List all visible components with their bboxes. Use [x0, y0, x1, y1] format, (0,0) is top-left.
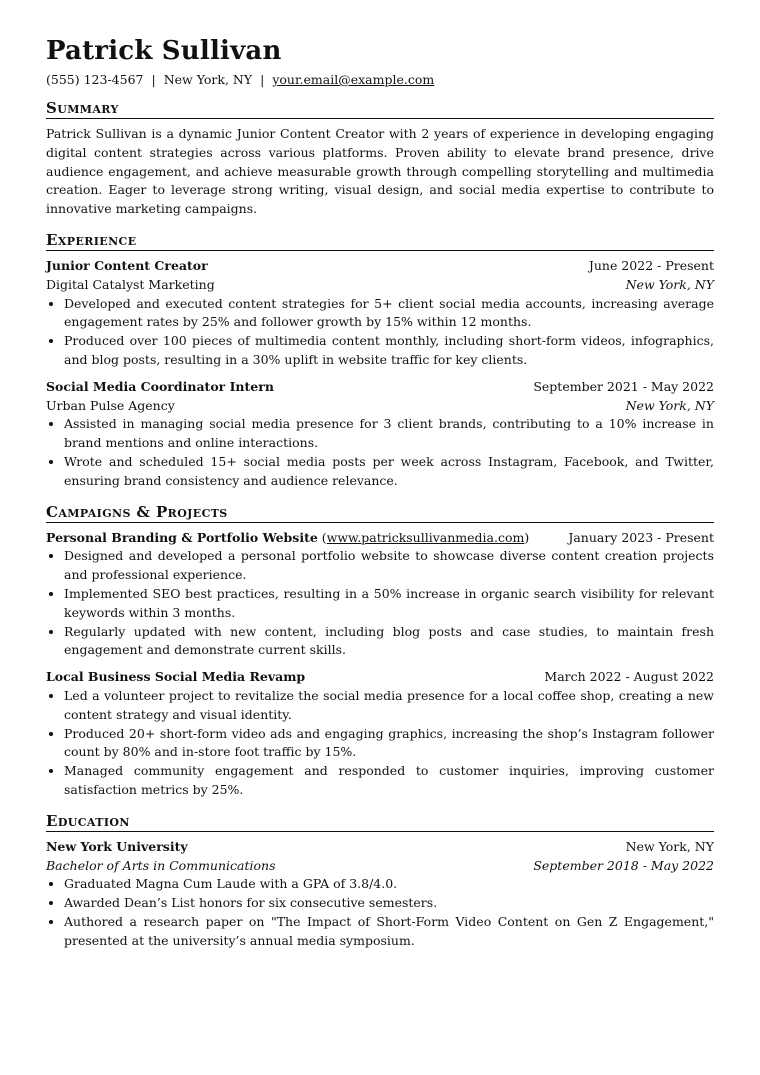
- phone-number: (555) 123-4567: [46, 72, 144, 87]
- bullet-item: • Led a volunteer project to revitalize the social media presence for a local coffee shop, creating a new content strategy and visual identity.: [64, 687, 714, 725]
- summary-text: Patrick Sullivan is a dynamic Junior Content Creator with 2 years of experience in developing engaging digital content strategies across various platforms. Proven ability to elevate brand presence, drive audience engagement, and achieve measurable growth through compelling storytelling and multimedia creation. Eager to leverage strong writing, visual design, and social media expertise to contribute to innovative marketing campaigns.: [46, 126, 714, 217]
- education-entry: [46, 838, 714, 951]
- job-entry: [46, 257, 714, 370]
- bullet-item: • Regularly updated with new content, including blog posts and case studies, to maintain fresh engagement and demonstrate current skills.: [64, 623, 714, 661]
- project-entry: Personal Branding & Portfolio Website (www.patricksullivanmedia.com) January 2023 - Present • Designed and developed a personal portfolio website to showcase diverse content creation projects and professional experience. • Implemented SEO best practices, resulting in a 50% increase in organic search visibility for relevant keywords within 3 months. • Regularly updated with new content, including blog posts and case studies, to maintain fresh engagement and demonstrate current skills.: [46, 529, 714, 661]
- job-company: Digital Catalyst Marketing: [46, 276, 215, 292]
- bullet-item: • Managed community engagement and responded to customer inquiries, improving customer satisfaction metrics by 25%.: [64, 762, 714, 800]
- school-name: New York University: [46, 838, 188, 854]
- job-company: Urban Pulse Agency: [46, 397, 175, 413]
- bullet-item: • Developed and executed content strategies for 5+ client social media accounts, increasing average engagement rates by 25% and follower growth by 15% within 12 months.: [64, 295, 714, 333]
- project-bullets: [46, 547, 714, 660]
- education-dates: September 2018 - May 2022: [533, 857, 714, 873]
- job-dates: June 2022 - Present: [588, 257, 714, 273]
- contact-line: [46, 72, 714, 87]
- job-entry: [46, 378, 714, 491]
- bullet-item: • Authored a research paper on "The Impact of Short-Form Video Content on Gen Z Engagement," presented at the university’s annual media symposium.: [64, 913, 714, 951]
- job-location: New York, NY: [625, 397, 714, 413]
- degree: Bachelor of Arts in Communications: [46, 857, 276, 873]
- school-location: New York, NY: [625, 838, 714, 854]
- bullet-item: • Implemented SEO best practices, resulting in a 50% increase in organic search visibility for relevant keywords within 3 months.: [64, 585, 714, 623]
- projects-heading: Campaigns & Projects: [46, 503, 714, 523]
- bullet-item: • Graduated Magna Cum Laude with a GPA of 3.8/4.0.: [64, 875, 714, 894]
- project-dates: March 2022 - August 2022: [544, 669, 714, 685]
- email-link[interactable]: your.email@example.com: [272, 72, 435, 87]
- separator: |: [260, 72, 265, 87]
- job-dates: September 2021 - May 2022: [533, 378, 714, 394]
- job-location: New York, NY: [625, 276, 714, 292]
- education-bullets: [46, 875, 714, 950]
- job-role: Social Media Coordinator Intern: [46, 378, 274, 394]
- job-role: Junior Content Creator: [46, 257, 208, 273]
- project-link[interactable]: www.patricksullivanmedia.com: [326, 529, 525, 545]
- bullet-item: • Produced over 100 pieces of multimedia content monthly, including short-form videos, infographics, and blog posts, resulting in a 30% uplift in website traffic for key clients.: [64, 332, 714, 370]
- project-name: Personal Branding & Portfolio Website: [46, 529, 318, 545]
- separator: |: [151, 72, 156, 87]
- project-name: Local Business Social Media Revamp: [46, 669, 306, 685]
- project-entry: [46, 668, 714, 800]
- summary-section: [46, 99, 714, 219]
- education-section: [46, 812, 714, 951]
- job-bullets: [46, 415, 714, 490]
- education-heading: Education: [46, 812, 714, 832]
- bullet-item: • Assisted in managing social media presence for 3 client brands, contributing to a 10% increase in brand mentions and online interactions.: [64, 415, 714, 453]
- bullet-item: • Designed and developed a personal portfolio website to showcase diverse content creation projects and professional experience.: [64, 547, 714, 585]
- job-bullets: [46, 295, 714, 370]
- bullet-item: • Awarded Dean’s List honors for six consecutive semesters.: [64, 894, 714, 913]
- project-bullets: [46, 687, 714, 800]
- candidate-name: Patrick Sullivan: [46, 36, 282, 66]
- bullet-item: • Wrote and scheduled 15+ social media posts per week across Instagram, Facebook, and Twitter, ensuring brand consistency and audience relevance.: [64, 453, 714, 491]
- summary-heading: Summary: [46, 99, 714, 119]
- projects-section: [46, 503, 714, 800]
- project-dates: January 2023 - Present: [568, 529, 714, 545]
- location: New York, NY: [163, 72, 253, 87]
- experience-heading: Experience: [46, 231, 714, 251]
- experience-section: [46, 231, 714, 491]
- bullet-item: • Produced 20+ short-form video ads and engaging graphics, increasing the shop’s Instagram follower count by 80% and in-store foot traffic by 15%.: [64, 725, 714, 763]
